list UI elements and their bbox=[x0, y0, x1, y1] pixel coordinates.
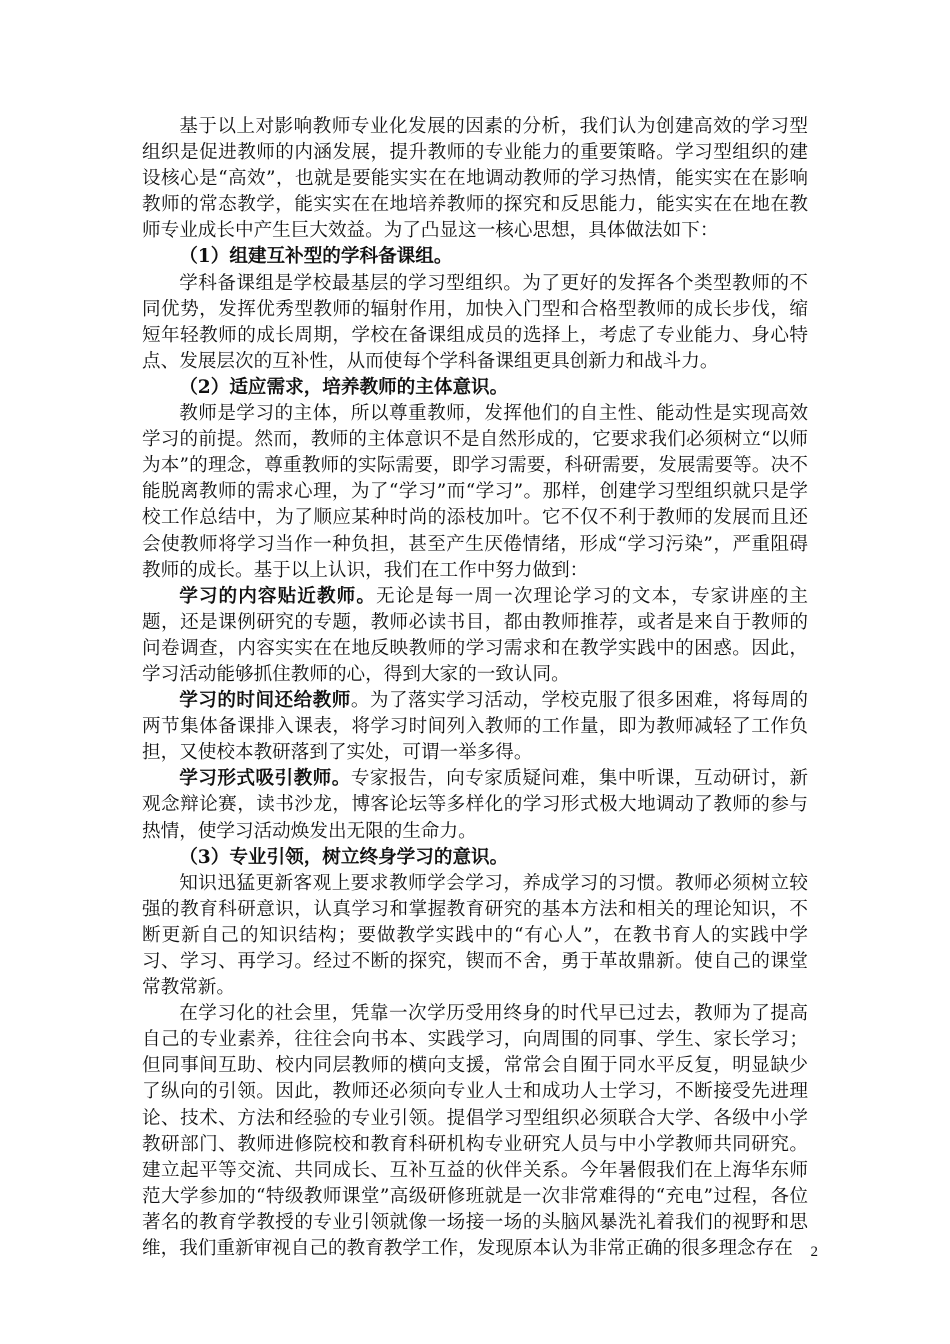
section-heading-3: （3）专业引领，树立终身学习的意识。 bbox=[179, 846, 509, 868]
point-lead-form: 学习形式吸引教师。 bbox=[179, 768, 351, 790]
page-number: 2 bbox=[810, 1244, 818, 1260]
section-heading-2: （2）适应需求，培养教师的主体意识。 bbox=[179, 376, 509, 398]
body-paragraph-3: 知识迅猛更新客观上要求教师学会学习，养成学习的习惯。教师必须树立较强的教育科研意识，认真学习和掌握教育研究的基本方法和相关的理论知识，不断更新自己的知识结构；要做教学实践中的“有心人”，在教书育人的实践中学习、学习、再学习。经过不断的探究，锲而不舍，勇于革故鼎新。使自己的课堂常教常新。 bbox=[142, 872, 808, 999]
point-text-content: 无论是每一周一次理论学习的文本，专家讲座的主题，还是课例研究的专题，教师必读书目，都由教师推荐，或者是来自于教师的问卷调查，内容实实在在地反映教师的学习需求和在教学实践中的困惑。因此，学习活动能够抓住教师的心，得到大家的一致认同。 bbox=[142, 585, 808, 685]
point-paragraph-form bbox=[142, 766, 808, 844]
body-paragraph-1: 学科备课组是学校最基层的学习型组织。为了更好的发挥各个类型教师的不同优势，发挥优秀型教师的辐射作用，加快入门型和合格型教师的成长步伐，缩短年轻教师的成长周期，学校在备课组成员的选择上，考虑了专业能力、身心特点、发展层次的互补性，从而使每个学科备课组更具创新力和战斗力。 bbox=[142, 272, 808, 372]
body-paragraph-2: 教师是学习的主体，所以尊重教师，发挥他们的自主性、能动性是实现高效学习的前提。然而，教师的主体意识不是自然形成的，它要求我们必须树立“以师为本”的理念，尊重教师的实际需要，即学习需要，科研需要，发展需要等。决不能脱离教师的需求心理，为了“学习”而“学习”。那样，创建学习型组织就只是学校工作总结中，为了顺应某种时尚的添枝加叶。它不仅不利于教师的发展而且还会使教师将学习当作一种负担，甚至产生厌倦情绪，形成“学习污染”，严重阻碍教师的成长。基于以上认识，我们在工作中努力做到： bbox=[142, 403, 808, 581]
point-paragraph-content bbox=[142, 584, 808, 688]
point-text-form: 专家报告，向专家质疑问难，集中听课，互动研讨，新观念辩论赛，读书沙龙，博客论坛等多样化的学习形式极大地调动了教师的参与热情，使学习活动焕发出无限的生命力。 bbox=[142, 768, 808, 842]
point-lead-content: 学习的内容贴近教师。 bbox=[179, 585, 377, 607]
body-paragraph-4: 在学习化的社会里，凭靠一次学历受用终身的时代早已过去，教师为了提高自己的专业素养，往往会向书本、实践学习，向周围的同事、学生、家长学习；但同事间互助、校内同层教师的横向支援，常常会自囿于同水平反复，明显缺少了纵向的引领。因此，教师还必须向专业人士和成功人士学习，不断接受先进理论、技术、方法和经验的专业引领。提倡学习型组织必须联合大学、各级中小学教研部门、教师进修院校和教育科研机构专业研究人员与中小学教师共同研究。建立起平等交流、共同成长、互补互益的伙伴关系。今年暑假我们在上海华东师范大学参加的“特级教师课堂”高级研修班就是一次非常难得的“充电”过程，各位著名的教育学教授的专业引领就像一场接一场的头脑风暴洗礼着我们的视野和思维，我们重新审视自己的教育教学工作，发现原本认为非常正确的很多理念存在 bbox=[142, 1003, 808, 1260]
point-paragraph-time bbox=[142, 688, 808, 766]
section-heading-1: （1）组建互补型的学科备课组。 bbox=[179, 246, 453, 268]
point-text-time: 。为了落实学习活动，学校克服了很多困难，将每周的两节集体备课排入课表，将学习时间列入教师的工作量，即为教师减轻了工作负担，又使校本教研落到了实处，可谓一举多得。 bbox=[142, 690, 808, 764]
intro-paragraph: 基于以上对影响教师专业化发展的因素的分析，我们认为创建高效的学习型组织是促进教师的内涵发展，提升教师的专业能力的重要策略。学习型组织的建设核心是“高效”，也就是要能实实在在地调动教师的学习热情，能实实在在影响教师的常态教学，能实实在在地培养教师的探究和反思能力，能实实在在地在教师专业成长中产生巨大效益。为了凸显这一核心思想，具体做法如下： bbox=[142, 116, 808, 242]
point-lead-time: 学习的时间还给教师 bbox=[179, 690, 351, 712]
document-page bbox=[142, 114, 808, 1262]
